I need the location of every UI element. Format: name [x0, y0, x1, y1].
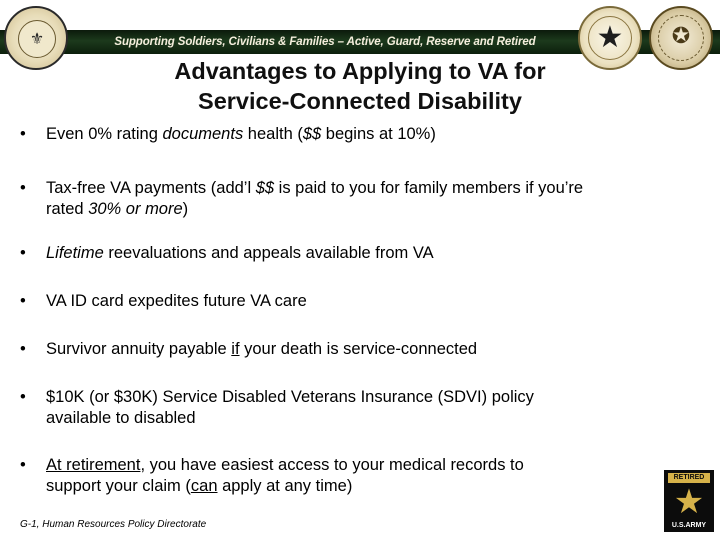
- banner-text: Supporting Soldiers, Civilians & Families – Active, Guard, Reserve and Retired: [114, 36, 536, 48]
- bullet-text-segment: begins at 10%): [321, 125, 436, 143]
- bullet-icon: •: [20, 292, 26, 310]
- bullet-icon: •: [20, 340, 26, 358]
- bullet-icon: •: [20, 179, 26, 197]
- bullet-icon: •: [20, 388, 26, 406]
- bullet-text-2: [46, 178, 711, 220]
- bullet-text-6: [46, 387, 711, 429]
- bullet-text-segment: if: [231, 340, 240, 358]
- bullet-line-1: [46, 178, 711, 199]
- department-seal-icon: [4, 6, 68, 70]
- bullet-text-segment: VA ID card expedites future VA care: [46, 292, 307, 310]
- bullet-text-segment: documents: [162, 125, 244, 143]
- bullet-line-1: [46, 291, 711, 312]
- bullet-line-1: [46, 455, 711, 476]
- bullet-text-segment: is paid to you for family members if you’re: [274, 179, 584, 197]
- department-seal-inner: [18, 20, 56, 58]
- title-line-2: Service-Connected Disability: [198, 88, 522, 114]
- page-title: [70, 56, 650, 116]
- bullet-text-segment: reevaluations and appeals available from VA: [103, 244, 434, 262]
- army-retired-logo: [664, 470, 714, 532]
- bullet-line-2: [46, 408, 711, 429]
- bullet-line-2: [46, 476, 711, 497]
- bullet-line-1: [46, 387, 711, 408]
- bullet-text-segment: $$: [255, 179, 275, 197]
- bullet-line-1: [46, 339, 711, 360]
- title-line-1: Advantages to Applying to VA for: [174, 58, 546, 84]
- chief-of-staff-seal-star: ★: [596, 20, 624, 55]
- bullet-text-segment: Lifetime: [46, 244, 104, 262]
- footer-text: G-1, Human Resources Policy Directorate: [20, 519, 207, 530]
- bullet-line-1: [46, 124, 711, 145]
- army-star-icon: ★: [673, 482, 705, 522]
- army-seal-icon: [649, 6, 713, 70]
- bullet-icon: •: [20, 456, 26, 474]
- bullet-text-segment: Survivor annuity payable: [46, 340, 232, 358]
- bullet-text-1: [46, 124, 711, 145]
- logo-top-text: RETIRED: [668, 473, 710, 483]
- bullet-text-4: [46, 291, 711, 312]
- bullet-text-segment: $10K (or $30K) Service Disabled Veterans Insurance (SDVI) policy: [46, 388, 534, 406]
- bullet-text-segment: $$: [302, 125, 322, 143]
- bullet-text-3: [46, 243, 711, 264]
- bullet-text-segment: 30% or more: [88, 200, 183, 218]
- department-seal-glyph: ⚜: [29, 29, 45, 48]
- bullet-text-5: [46, 339, 711, 360]
- bullet-text-segment: can: [190, 477, 218, 495]
- bullet-text-7: [46, 455, 711, 497]
- bullet-line-2: [46, 199, 711, 220]
- bullet-line-1: [46, 243, 711, 264]
- bullet-text-segment: support your claim (: [46, 477, 191, 495]
- bullet-text-segment: your death is service-connected: [239, 340, 478, 358]
- bullet-text-segment: health (: [243, 125, 303, 143]
- bullet-text-segment: Tax-free VA payments (add’l: [46, 179, 256, 197]
- bullet-text-segment: rated: [46, 200, 89, 218]
- bullet-text-segment: At retirement: [46, 456, 141, 474]
- bullet-text-segment: , you have easiest access to your medical records to: [140, 456, 524, 474]
- bullet-text-segment: available to disabled: [46, 409, 196, 427]
- bullet-text-segment: Even 0% rating: [46, 125, 163, 143]
- army-seal-glyph: ✪: [671, 24, 691, 49]
- logo-bottom-text: U.S.ARMY: [671, 522, 707, 529]
- bullet-text-segment: ): [182, 200, 189, 218]
- bullet-text-segment: apply at any time): [217, 477, 353, 495]
- bullet-icon: •: [20, 244, 26, 262]
- bullet-icon: •: [20, 125, 26, 143]
